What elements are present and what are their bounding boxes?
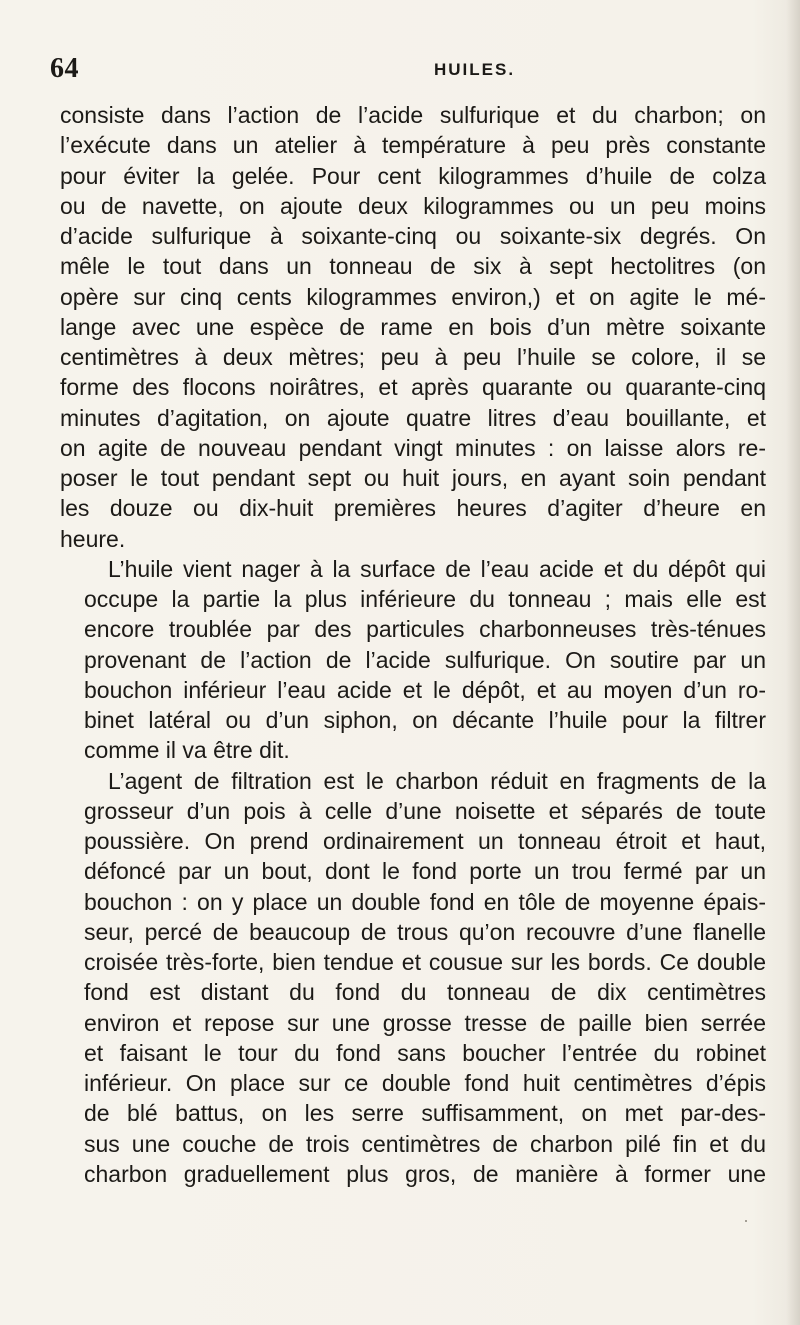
text-line: charbon graduellement plus gros, de manière à former une <box>84 1160 766 1187</box>
text-line: l’exécute dans un atelier à température à peu près constante <box>60 132 766 159</box>
text-line: encore troublée par des particules charbonneuses très-ténues <box>84 616 766 643</box>
page-number: 64 <box>50 53 79 84</box>
text-line: bouchon inférieur l’eau acide et le dépôt, et au moyen d’un ro- <box>84 676 766 703</box>
text-line: heure. <box>60 525 126 552</box>
text-line: sus une couche de trois centimètres de charbon pilé fin et du <box>84 1130 766 1157</box>
text-line: comme il va être dit. <box>84 737 290 764</box>
text-line: ou de navette, on ajoute deux kilogrammes ou un peu moins <box>60 192 766 219</box>
text-line: mêle le tout dans un tonneau de six à sept hectolitres (on <box>60 253 766 280</box>
text-line: inférieur. On place sur ce double fond huit centimètres d’épis <box>84 1070 766 1096</box>
paragraph <box>60 554 766 766</box>
text-line: poussière. On prend ordinairement un tonneau étroit et haut, <box>84 828 766 854</box>
text-line: on agite de nouveau pendant vingt minutes : on laisse alors re- <box>60 434 766 461</box>
text-line: occupe la partie la plus inférieure du tonneau ; mais elle est <box>84 586 766 612</box>
text-line: opère sur cinq cents kilogrammes environ,) et on agite le mé- <box>60 283 766 310</box>
text-line: provenant de l’action de l’acide sulfurique. On soutire par un <box>84 646 766 673</box>
paragraph <box>60 100 766 554</box>
text-line: seur, percé de beaucoup de trous qu’on recouvre d’une flanelle <box>84 918 766 945</box>
text-line: lange avec une espèce de rame en bois d’un mètre soixante <box>60 313 766 340</box>
text-line: forme des flocons noirâtres, et après quarante ou quarante-cinq <box>60 374 766 401</box>
running-head: HUILES. <box>434 60 516 79</box>
text-line: poser le tout pendant sept ou huit jours, en ayant soin pendant <box>60 465 766 491</box>
body-text <box>60 100 766 1189</box>
text-line: les douze ou dix-huit premières heures d’agiter d’heure en <box>60 495 766 522</box>
text-line: L’agent de filtration est le charbon réduit en fragments de la <box>108 767 766 794</box>
text-line: environ et repose sur une grosse tresse de paille bien serrée <box>84 1009 766 1036</box>
text-line: L’huile vient nager à la surface de l’eau acide et du dépôt qui <box>108 555 766 582</box>
text-line: consiste dans l’action de l’acide sulfurique et du charbon; on <box>60 102 766 128</box>
text-line: pour éviter la gelée. Pour cent kilogrammes d’huile de colza <box>60 162 766 189</box>
text-line: croisée très-forte, bien tendue et cousue sur les bords. Ce double <box>84 949 766 975</box>
text-line: défoncé par un bout, dont le fond porte un trou fermé par un <box>84 858 766 885</box>
text-line: minutes d’agitation, on ajoute quatre litres d’eau bouillante, et <box>60 404 766 431</box>
paper-speck <box>745 1220 747 1222</box>
page-edge-shadow <box>786 0 800 1325</box>
text-line: bouchon : on y place un double fond en tôle de moyenne épais- <box>84 888 766 915</box>
paragraph <box>60 766 766 1190</box>
text-line: de blé battus, on les serre suffisamment, on met par-des- <box>84 1100 766 1127</box>
text-line: centimètres à deux mètres; peu à peu l’huile se colore, il se <box>60 344 766 370</box>
text-line: d’acide sulfurique à soixante-cinq ou soixante-six degrés. On <box>60 223 766 249</box>
page-header <box>50 52 790 86</box>
text-line: grosseur d’un pois à celle d’une noisette et séparés de toute <box>84 797 766 824</box>
text-line: fond est distant du fond du tonneau de dix centimètres <box>84 979 766 1006</box>
text-line: binet latéral ou d’un siphon, on décante l’huile pour la filtrer <box>84 707 766 733</box>
text-line: et faisant le tour du fond sans boucher l’entrée du robinet <box>84 1039 766 1066</box>
